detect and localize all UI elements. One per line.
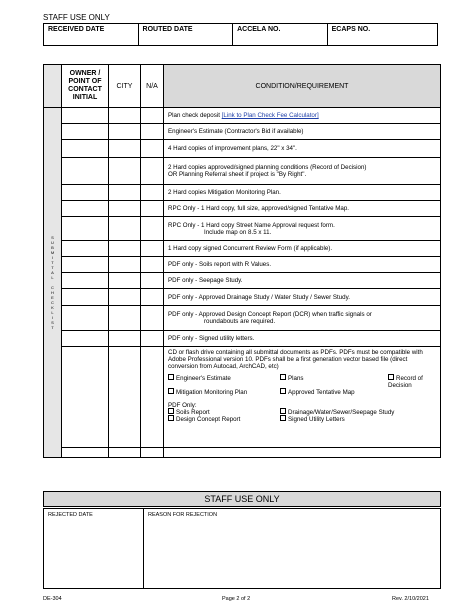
na-cell[interactable] [141,289,164,306]
checklist-row [44,257,441,273]
checkbox-label: Drainage/Water/Sewer/Seepage Study [288,409,395,416]
routed-date-cell[interactable] [138,24,233,46]
city-cell[interactable] [109,289,141,306]
city-cell[interactable] [109,158,141,185]
owner-initial-cell[interactable] [62,108,109,124]
condition-text: RPC Only - 1 Hard copy Street Name Approval request form. [168,221,335,229]
city-cell[interactable] [109,347,141,448]
rejection-table [43,508,441,589]
checklist-row [44,241,441,257]
checkbox-label: Approved Tentative Map [288,389,355,396]
owner-initial-cell[interactable] [62,241,109,257]
ecaps-no-label: ECAPS NO. [331,26,371,33]
condition-text: PDF only - Approved Drainage Study / Water Study / Sewer Study. [168,293,350,301]
checkbox-record-of-decision[interactable] [388,375,436,389]
na-header: N/A [141,65,164,108]
checklist-row [44,306,441,331]
reason-for-rejection-cell[interactable] [144,509,441,589]
owner-initial-cell[interactable] [62,201,109,217]
checklist-row [44,185,441,201]
checklist-row [44,217,441,241]
condition-text: RPC Only - 1 Hard copy, full size, approved/signed Tentative Map. [168,205,350,212]
submittal-checklist-table [43,64,441,458]
rejected-date-label: REJECTED DATE [48,512,93,518]
checkbox-icon [280,415,286,421]
na-cell[interactable] [141,124,164,140]
checkbox-icon [168,374,174,380]
city-cell[interactable] [109,108,141,124]
city-cell[interactable] [109,217,141,241]
na-cell[interactable] [141,201,164,217]
condition-cell [164,108,441,124]
city-cell[interactable] [109,257,141,273]
checklist-row [44,201,441,217]
condition-cell [164,217,441,241]
owner-initial-cell[interactable] [62,140,109,158]
na-cell[interactable] [141,108,164,124]
reason-for-rejection-label: REASON FOR REJECTION [148,512,218,518]
condition-header: CONDITION/REQUIREMENT [164,65,441,108]
form-number: DE-304 [43,596,62,602]
condition-text: PDF only - Seepage Study. [168,277,243,284]
condition-text-line2: roundabouts are required. [204,318,276,325]
checklist-row-empty [44,448,441,458]
cd-intro-text: CD or flash drive containing all submittal documents as PDFs. PDFs must be compatible with Adobe Professional version 10. PDFs shall be a first generation vector based file (direct conversion from Autocad, ArchCAD, etc) [168,349,423,370]
condition-text-line2: OR Planning Referral sheet if project is "By Right". [168,171,307,178]
checkbox-icon [168,408,174,414]
side-label-text: S U B M I T T A L C H E C K L I S T [50,235,55,330]
condition-cell [164,124,441,140]
checkbox-soils-report[interactable] [168,409,280,416]
checkbox-drainage-study[interactable] [280,409,436,416]
na-cell[interactable] [141,273,164,289]
owner-initial-cell[interactable] [62,448,109,458]
na-cell[interactable] [141,158,164,185]
checkbox-signed-utility-letters[interactable] [280,416,436,423]
owner-initial-cell[interactable] [62,158,109,185]
received-date-label: RECEIVED DATE [48,26,105,33]
na-cell[interactable] [141,257,164,273]
checkbox-engineers-estimate[interactable] [168,375,280,389]
condition-cell [164,241,441,257]
checklist-row [44,140,441,158]
owner-initial-cell[interactable] [62,331,109,347]
pdf-only-checkbox-group [168,409,436,423]
condition-cell [164,273,441,289]
condition-cell [164,306,441,331]
condition-cell [164,158,441,185]
checkbox-icon [168,415,174,421]
checkbox-label: Mitigation Monitoring Plan [176,389,248,396]
checkbox-label: Engineer's Estimate [176,375,231,382]
city-cell[interactable] [109,273,141,289]
pdf-only-label: PDF Only: [168,402,197,409]
owner-initial-cell[interactable] [62,185,109,201]
checkbox-label: Soils Report [176,409,210,416]
condition-cell [164,185,441,201]
condition-text: PDF only - Soils report with R Values. [168,261,272,268]
na-cell[interactable] [141,140,164,158]
checkbox-label: Signed Utility Letters [288,416,345,423]
checkbox-design-concept-report[interactable] [168,416,280,423]
checkbox-label: Design Concept Report [176,416,241,423]
accela-no-label: ACCELA NO. [237,26,281,33]
staff-top-table [43,23,438,46]
checklist-row [44,331,441,347]
na-cell[interactable] [141,217,164,241]
condition-text: PDF only - Signed utility letters. [168,335,255,342]
city-cell[interactable] [109,448,141,458]
condition-text: 2 Hard copies approved/signed planning conditions (Record of Decision) [168,164,367,171]
condition-text-line2: Include map on 8.5 x 11. [204,228,272,236]
city-cell[interactable] [109,185,141,201]
page-number: Page 2 of 2 [222,596,251,602]
condition-cell [164,331,441,347]
owner-initial-cell[interactable] [62,289,109,306]
revision-date: Rev. 2/10/2021 [392,596,429,602]
condition-text: Plan check deposit [168,112,222,119]
ecaps-no-cell[interactable] [327,24,437,46]
side-header [44,65,62,108]
checkbox-icon [280,388,286,394]
checkbox-approved-tentative-map[interactable] [280,389,388,396]
checklist-row [44,158,441,185]
city-cell[interactable] [109,201,141,217]
owner-initial-cell[interactable] [62,273,109,289]
checklist-row [44,108,441,124]
checkbox-mitigation-monitoring-plan[interactable] [168,389,280,396]
na-cell[interactable] [141,347,164,448]
condition-text: 4 Hard copies of improvement plans, 22" x 34". [168,145,297,152]
owner-initial-cell[interactable] [62,217,109,241]
owner-initial-cell[interactable] [62,124,109,140]
rejected-date-cell[interactable] [44,509,144,589]
accela-no-cell[interactable] [233,24,328,46]
submittal-checklist-side-label [44,108,62,458]
condition-cell [164,201,441,217]
staff-use-only-top-label: STAFF USE ONLY [43,13,110,22]
checkbox-icon [388,374,394,380]
city-cell[interactable] [109,241,141,257]
checkbox-label: Record of Decision [388,375,423,389]
city-header: CITY [109,65,141,108]
condition-cell [164,448,441,458]
na-cell[interactable] [141,241,164,257]
checkbox-icon [280,374,286,380]
na-cell[interactable] [141,448,164,458]
condition-text: 1 Hard copy signed Concurrent Review Form (if applicable). [168,245,333,252]
condition-text: PDF only - Approved Design Concept Report (DCR) when traffic signals or [168,311,372,318]
city-cell[interactable] [109,140,141,158]
owner-initial-cell[interactable] [62,257,109,273]
owner-initial-cell[interactable] [62,306,109,331]
condition-text: Engineer's Estimate (Contractor's Bid if available) [168,128,304,135]
city-cell[interactable] [109,331,141,347]
pdf-checkbox-group [168,375,436,396]
fee-calculator-link[interactable]: [Link to Plan Check Fee Calculator] [221,112,319,119]
checkbox-icon [168,388,174,394]
owner-header: OWNER / POINT OF CONTACT INITIAL [62,65,109,108]
condition-text: 2 Hard copies Mitigation Monitoring Plan. [168,189,281,196]
staff-use-only-bottom-title: STAFF USE ONLY [43,491,441,507]
checklist-row [44,289,441,306]
owner-initial-cell[interactable] [62,347,109,448]
checkbox-plans[interactable] [280,375,388,389]
na-cell[interactable] [141,185,164,201]
cd-requirement-cell [164,347,441,448]
city-cell[interactable] [109,124,141,140]
condition-cell [164,140,441,158]
checkbox-label: Plans [288,375,304,382]
received-date-cell[interactable] [44,24,139,46]
na-cell[interactable] [141,306,164,331]
na-cell[interactable] [141,331,164,347]
checkbox-icon [280,408,286,414]
routed-date-label: ROUTED DATE [142,26,193,33]
checklist-row [44,124,441,140]
checklist-row-cd [44,347,441,448]
checklist-row [44,273,441,289]
city-cell[interactable] [109,306,141,331]
condition-cell [164,289,441,306]
condition-cell [164,257,441,273]
